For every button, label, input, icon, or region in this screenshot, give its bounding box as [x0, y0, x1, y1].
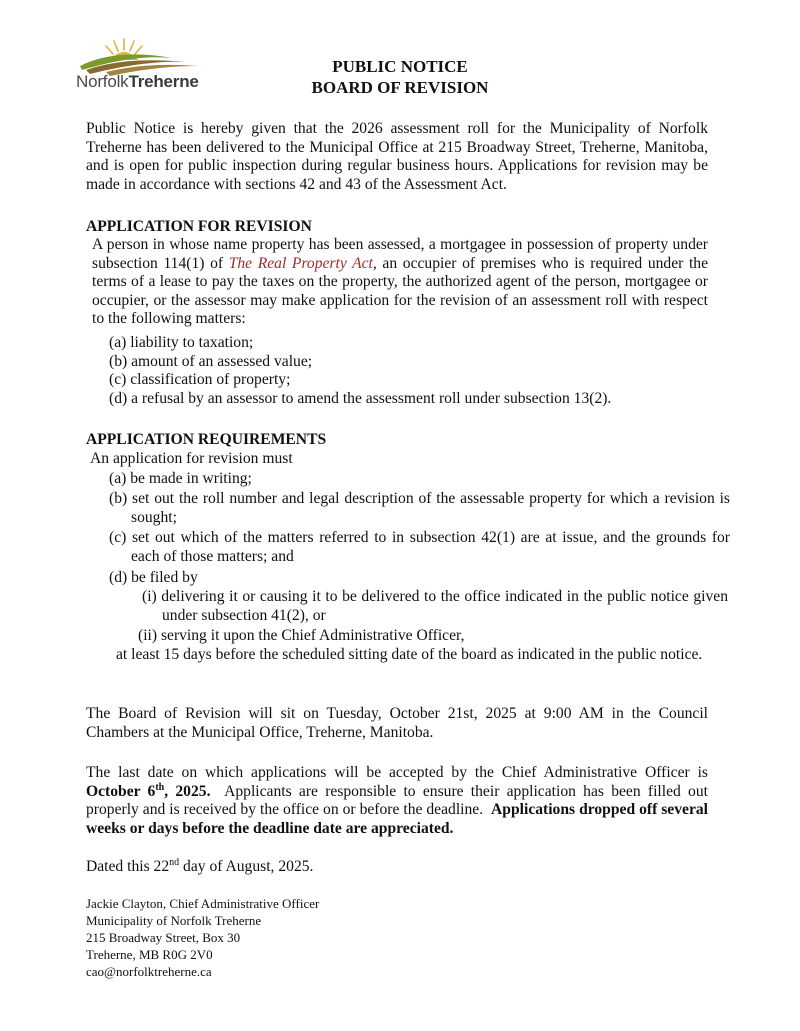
signature-city: Treherne, MB R0G 2V0	[86, 947, 213, 962]
requirement-d-i: (i) delivering it or causing it to be delivered to the office indicated in the public notice given under subsection 41(2), or	[142, 588, 728, 624]
deadline-paragraph	[86, 764, 712, 838]
requirements-lead: An application for revision must	[90, 450, 293, 467]
signature-email: cao@norfolktreherne.ca	[86, 964, 212, 979]
title-line1: PUBLIC NOTICE	[332, 57, 468, 76]
deadline-middle: Applicants are responsible to ensure their application has been filled out properly and is received by the office on or before the deadline.	[86, 782, 712, 818]
logo-text-bold: Treherne	[128, 72, 199, 91]
sitting-paragraph: The Board of Revision will sit on Tuesday, October 21st, 2025 at 9:00 AM in the Council Chambers at the Municipal Office, Treherne, Manitoba.	[86, 705, 708, 741]
signature-municipality: Municipality of Norfolk Treherne	[86, 913, 262, 928]
dated-suffix: nd	[169, 856, 180, 868]
notice-title	[0, 56, 800, 98]
revision-paragraph	[92, 236, 708, 329]
list-item: (d) a refusal by an assessor to amend the assessment roll under subsection 13(2).	[109, 389, 612, 407]
title-line2: BOARD OF REVISION	[311, 78, 489, 97]
revision-heading: APPLICATION FOR REVISION	[86, 218, 312, 235]
deadline-date-suffix: th	[155, 781, 165, 793]
requirements-heading: APPLICATION REQUIREMENTS	[86, 431, 327, 448]
dated-before: Dated this 22	[86, 858, 170, 875]
revision-matters-list	[109, 334, 611, 408]
dated-after: day of August, 2025.	[179, 858, 314, 875]
signature-street: 215 Broadway Street, Box 30	[86, 930, 241, 945]
deadline-date-text: October 6	[86, 782, 156, 800]
requirement-d-ii: (ii) serving it upon the Chief Administrative Officer,	[138, 627, 465, 644]
deadline-year: , 2025.	[164, 782, 211, 800]
signature-name-title: Jackie Clayton, Chief Administrative Officer	[86, 896, 320, 911]
requirement-d: (d) be filed by	[109, 569, 198, 586]
logo-text-light: Norfolk	[76, 72, 129, 91]
dated-line	[86, 858, 313, 877]
revision-text-after: , an occupier of premises who is required under the terms of a lease to pay the taxes on the property, the authorized agent of the person, mortgagee or occupier, or the assessor may make application for the revision of an assessment roll with respect to the following matters:	[92, 254, 709, 327]
deadline-bold-tail: Applications dropped off several weeks or days before the deadline date are appreciated.	[86, 801, 708, 837]
deadline-lead: The last date on which applications will be accepted by the Chief Administrative Officer is	[86, 764, 708, 781]
requirement-b: (b) set out the roll number and legal description of the assessable property for which a revision is sought;	[109, 490, 730, 526]
revision-text-before: A person in whose name property has been assessed, a mortgagee in possession of property under subsection 114(1) of	[92, 236, 708, 272]
requirements-tail: at least 15 days before the scheduled sitting date of the board as indicated in the public notice.	[116, 646, 703, 663]
requirement-c: (c) set out which of the matters referred to in subsection 42(1) are at issue, and the grounds for each of those matters; and	[109, 529, 730, 565]
requirement-a: (a) be made in writing;	[109, 470, 252, 487]
list-item: (c) classification of property;	[109, 371, 291, 388]
list-item: (a) liability to taxation;	[109, 334, 254, 351]
signature-block	[86, 895, 319, 980]
real-property-act-name: The Real Property Act	[228, 254, 373, 272]
deadline-date	[86, 783, 210, 800]
intro-paragraph: Public Notice is hereby given that the 2026 assessment roll for the Municipality of Norfolk Treherne has been delivered to the Municipal Office at 215 Broadway Street, Treherne, Manitoba, and is open for public inspection during regular business hours. Applications for revision may be made in accordance with sections 42 and 43 of the Assessment Act.	[86, 120, 708, 193]
list-item: (b) amount of an assessed value;	[109, 352, 313, 370]
